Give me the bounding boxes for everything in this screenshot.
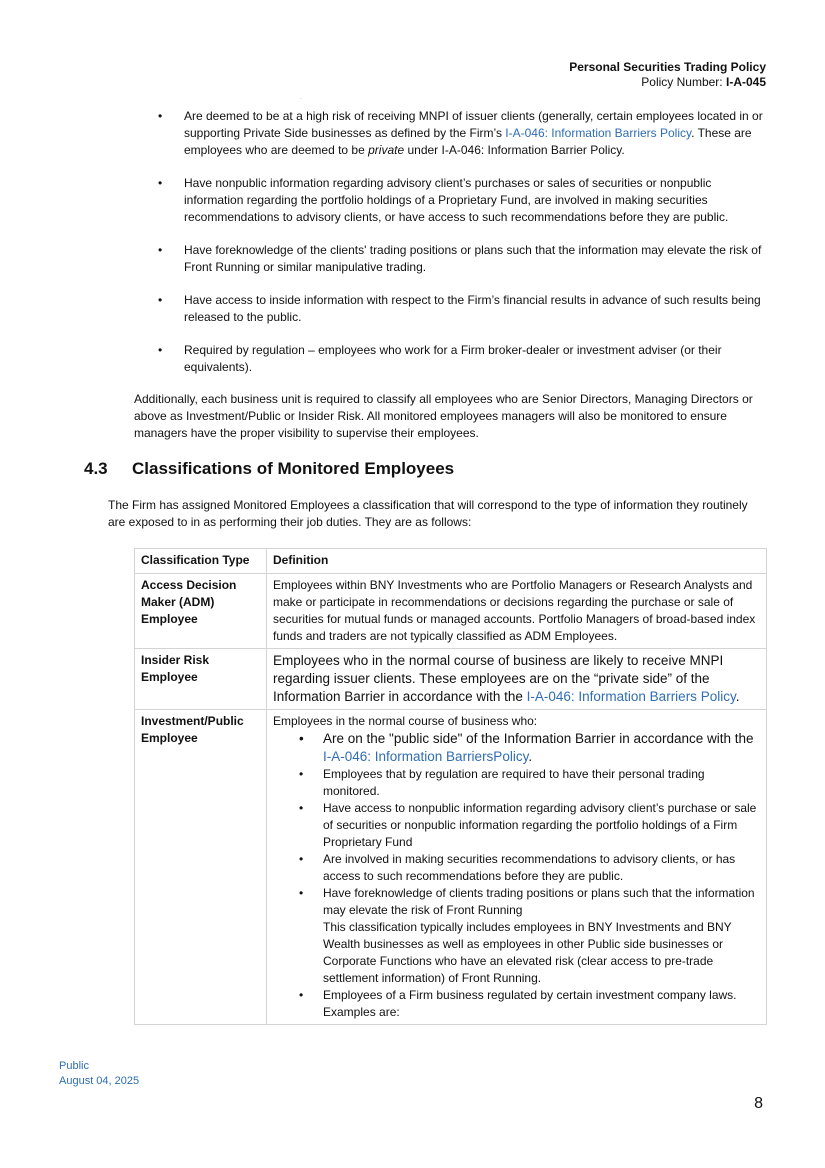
bullet-text: . These are employees who are deemed to be [184, 126, 752, 157]
section-title: Classifications of Monitored Employees [132, 459, 455, 478]
bullet-text: Are involved in making securities recommendations to advisory clients, or has access to such recommendations before they are public. [323, 852, 736, 883]
bullet-marker: • [158, 109, 163, 123]
classification-type-cell: Access Decision Maker (ADM) Employee [135, 574, 267, 649]
definition-cell [267, 649, 767, 710]
bullet-marker: • [299, 852, 304, 866]
bullet-text: Are on the "public side" of the Information Barrier in accordance with the [323, 731, 754, 746]
page-header [569, 60, 766, 90]
policy-number-value: I-A-045 [725, 75, 766, 89]
column-header-definition: Definition [267, 549, 767, 574]
eligibility-bullet-list [158, 108, 768, 392]
table-header-row [135, 549, 767, 574]
section-number: 4.3 [84, 459, 108, 478]
definition-text: Employees who in the normal course of business are likely to receive MNPI regarding issuer clients. These employees are on the “private side” of the Information Barrier in accordance with the [273, 653, 724, 704]
info-barriers-policy-link[interactable]: I-A-046: Information Barriers Policy [526, 689, 736, 704]
info-barriers-policy-link[interactable]: I-A-046: Information Barriers Policy [505, 126, 692, 140]
definition-text: . [735, 689, 740, 704]
policy-number-label: Policy Number: [641, 75, 726, 89]
stray-mark: · [300, 96, 302, 102]
bullet-text: under I-A-046: Information Barrier Policy. [404, 143, 625, 157]
info-barriers-policy-link[interactable]: I-A-046: Information BarriersPolicy [323, 749, 529, 764]
definition-intro: Employees in the normal course of business who: [273, 714, 538, 728]
bullet-marker: • [158, 293, 163, 307]
bullet-text: Have access to inside information with respect to the Firm’s financial results in advance of such results being released to the public. [184, 293, 761, 324]
bullet-text: . [528, 749, 533, 764]
list-item [158, 175, 768, 226]
definition-bullet-list [273, 730, 760, 919]
definition-cell: Employees within BNY Investments who are Portfolio Managers or Research Analysts and make or participate in recommendations or decisions regarding the purchase or sale of securities for mutual funds or managed accounts. Portfolio Managers of broad-based index funds and traders are not typically classified as ADM Employees. [267, 574, 767, 649]
bullet-text: Required by regulation – employees who work for a Firm broker-dealer or investment adviser (or their equivalents). [184, 343, 722, 374]
classification-table [134, 548, 767, 1025]
bullet-text: Are deemed to be at a high risk of receiving MNPI of issuer clients (generally, certain employees located in or supporting Private Side businesses as defined by the Firm’s [184, 109, 763, 140]
list-item [158, 342, 768, 376]
section-intro-paragraph: The Firm has assigned Monitored Employees a classification that will correspond to the type of information they routinely are exposed to in as performing their job duties. They are as follows: [108, 498, 748, 529]
policy-number [569, 75, 766, 90]
page-number: 8 [754, 1095, 763, 1112]
emphasis-text: private [368, 143, 405, 157]
bullet-marker: • [158, 343, 163, 357]
list-item [158, 108, 768, 159]
bullet-marker: • [299, 886, 304, 900]
bullet-text: Have nonpublic information regarding advisory client’s purchases or sales of securities or nonpublic information regarding the portfolio holdings of a Proprietary Fund, are involved in making securities recommendations to advisory clients, or have access to such recommendations before they are public. [184, 176, 729, 224]
bullet-text: Employees of a Firm business regulated by certain investment company laws. Examples are: [323, 988, 737, 1019]
list-item [273, 885, 760, 919]
bullet-marker: • [158, 243, 163, 257]
table-row [135, 710, 767, 1025]
bullet-text: Employees that by regulation are required to have their personal trading monitored. [323, 767, 705, 798]
list-item [273, 800, 760, 851]
bullet-text: Have foreknowledge of clients trading positions or plans such that the information may elevate the risk of Front Running [323, 886, 755, 917]
bullet-marker: • [299, 988, 304, 1002]
bullet-marker: • [299, 801, 304, 815]
bullet-text: Have access to nonpublic information regarding advisory client’s purchase or sale of securities or nonpublic information regarding the portfolio holdings of a Firm Proprietary Fund [323, 801, 757, 849]
classification-type-cell: Investment/Public Employee [135, 710, 267, 1025]
definition-bullet-list [273, 987, 760, 1021]
section-heading [84, 459, 454, 479]
list-item [273, 730, 760, 766]
list-item [273, 987, 760, 1021]
list-item [158, 242, 768, 276]
classification-label: Public [59, 1060, 89, 1072]
bullet-marker: • [299, 767, 304, 781]
bullet-marker: • [158, 176, 163, 190]
additional-classification-paragraph: Additionally, each business unit is required to classify all employees who are Senior Directors, Managing Directors or above as Investment/Public or Insider Risk. All monitored employees managers will also be monitored to ensure managers have the proper visibility to supervise their employees. [134, 392, 753, 440]
definition-cell [267, 710, 767, 1025]
page-footer [59, 1059, 139, 1089]
list-item [273, 851, 760, 885]
document-title: Personal Securities Trading Policy [569, 60, 766, 74]
footer-date: August 04, 2025 [59, 1075, 140, 1087]
column-header-classification-type: Classification Type [135, 549, 267, 574]
table-row [135, 649, 767, 710]
bullet-marker: • [299, 731, 304, 746]
bullet-text: Have foreknowledge of the clients' trading positions or plans such that the information may elevate the risk of Front Running or similar manipulative trading. [184, 243, 762, 274]
classification-type-cell: Insider Risk Employee [135, 649, 267, 710]
list-item [273, 766, 760, 800]
classification-note: This classification typically includes employees in BNY Investments and BNY Wealth businesses as well as employees in other Public side businesses or Corporate Functions who have an elevated risk (clear access to pre-trade settlement information) of Front Running. [323, 920, 732, 985]
list-item [158, 292, 768, 326]
table-row [135, 574, 767, 649]
